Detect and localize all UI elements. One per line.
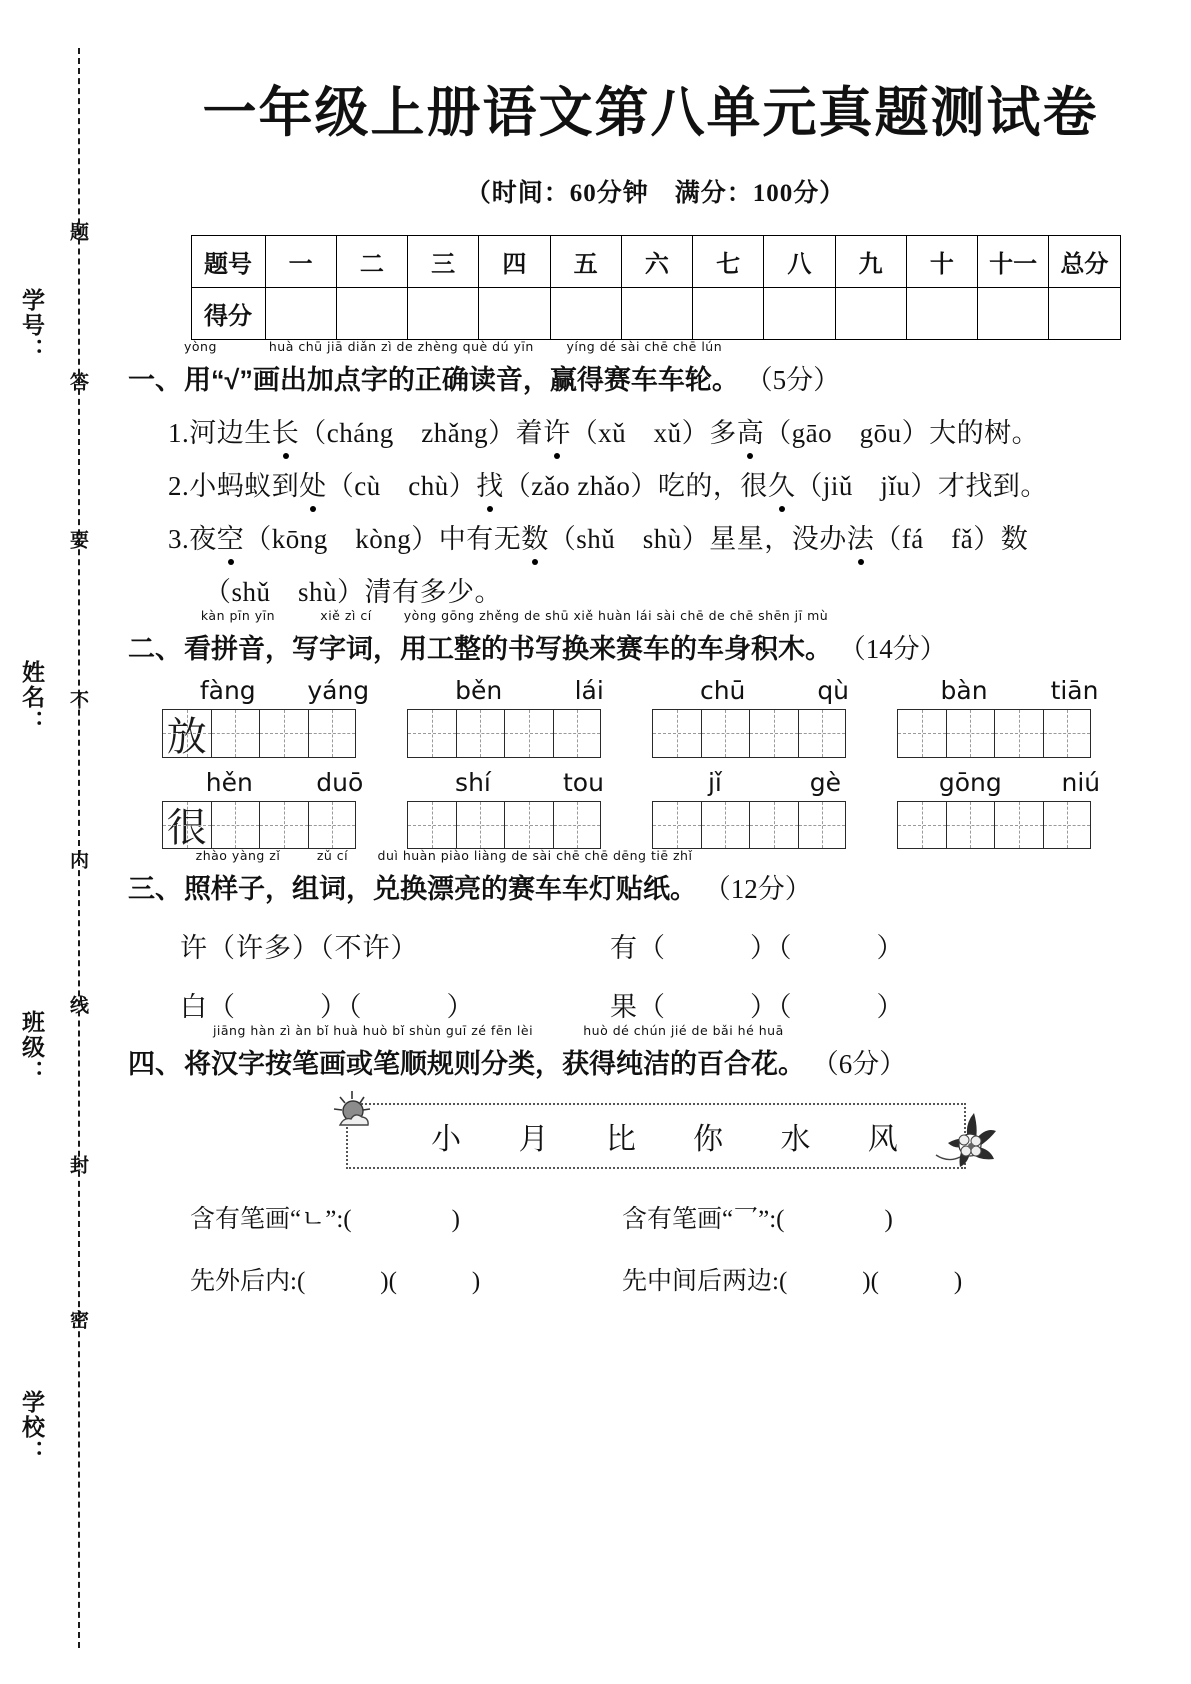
score-table-score-row — [191, 288, 1120, 340]
tianzige-boxes — [407, 801, 601, 850]
section-number-2: 二、 — [128, 634, 182, 664]
question-text: （cù chù） — [326, 471, 477, 501]
pinyin-annotation: zhào yàng zǐ — [195, 848, 281, 863]
tianzige-cell-empty[interactable] — [504, 801, 553, 850]
tianzige-cell-empty[interactable] — [897, 801, 946, 850]
pool-character: 风 — [867, 1123, 900, 1156]
tianzige-cell-empty[interactable] — [1043, 709, 1092, 758]
seal-field-school: 学校： — [19, 1390, 45, 1465]
pinyin-grid-group-1-0 — [162, 676, 407, 758]
score-input-cell-6[interactable] — [621, 288, 692, 340]
question-text: 河边生 — [189, 418, 272, 448]
section-2-title-run-0 — [184, 608, 292, 666]
tianzige-cell-empty[interactable] — [798, 801, 847, 850]
section-4-title-run-1 — [562, 1023, 805, 1081]
section-4-title-run-0 — [184, 1023, 562, 1081]
dotted-character: 法 — [847, 517, 875, 556]
word-build-row-2 — [120, 985, 1191, 1024]
score-input-cell-10[interactable] — [906, 288, 977, 340]
section-1-title-run-3 — [549, 339, 739, 397]
pinyin-annotation: yòng gōng zhěng de shū xiě huàn lái sài chē de chē shēn jī mù — [403, 608, 829, 623]
question-continuation-line[interactable]: （shǔ shù）清有多少。 — [204, 577, 503, 607]
classify-answer-item[interactable]: 先外后内:( )( ) — [190, 1268, 481, 1295]
score-table-column-3: 三 — [408, 236, 479, 288]
score-table-column-1: 一 — [265, 236, 336, 288]
section-points-1: （5分） — [738, 365, 841, 395]
tianzige-boxes — [162, 709, 356, 758]
section-1 — [120, 339, 1191, 609]
section-number-4: 四、 — [128, 1049, 182, 1079]
tianzige-cell-empty[interactable] — [652, 801, 701, 850]
word-build-row-1 — [120, 926, 1191, 965]
score-table-column-9: 九 — [835, 236, 906, 288]
section-title-text: 赢得赛车车轮。 — [549, 365, 739, 395]
score-table-column-11: 十一 — [978, 236, 1049, 288]
pinyin-syllable: jǐ — [707, 767, 722, 797]
grid-pinyin — [897, 676, 1142, 709]
score-input-cell-2[interactable] — [336, 288, 407, 340]
pinyin-grid-group-1-3 — [897, 676, 1142, 758]
tianzige-cell-empty[interactable] — [652, 709, 701, 758]
pinyin-syllable: yáng — [307, 676, 370, 705]
score-table-column-7: 七 — [693, 236, 764, 288]
tianzige-cell-empty[interactable] — [994, 709, 1043, 758]
score-table-column-12: 总分 — [1049, 236, 1120, 288]
section-title-text: 用工整的书写换来赛车的车身积木。 — [400, 634, 832, 664]
pinyin-grid-group-1-2 — [652, 676, 897, 758]
section-4 — [120, 1023, 1191, 1297]
section-2 — [120, 608, 1191, 851]
seal-word-1: 答 — [67, 372, 88, 393]
pinyin-syllable: fàng — [199, 676, 256, 705]
word-build-item[interactable]: 果（ ）（ ） — [610, 992, 905, 1022]
character-pool-container — [346, 1103, 966, 1173]
tianzige-cell-filled[interactable] — [162, 801, 211, 850]
pinyin-syllable: qù — [817, 676, 850, 705]
pool-character: 水 — [780, 1123, 813, 1156]
section-1-title-run-0 — [184, 339, 217, 397]
score-table-column-4: 四 — [479, 236, 550, 288]
grid-row-1 — [120, 676, 1191, 758]
section-2-title-run-2 — [400, 608, 832, 666]
grid-pinyin — [652, 768, 897, 801]
section-3-title-run-0 — [184, 848, 292, 906]
section-title-text: 用 — [184, 365, 211, 395]
pool-character: 小 — [431, 1123, 464, 1156]
section-title-text: 照样子， — [184, 874, 292, 904]
score-table-column-2: 二 — [336, 236, 407, 288]
pinyin-syllable: shí — [455, 767, 491, 797]
section-number-1: 一、 — [128, 365, 182, 395]
section-1-title-run-1 — [211, 365, 253, 396]
tianzige-boxes — [407, 709, 601, 758]
section-1-title-run-2 — [252, 339, 550, 397]
section-points-3: （12分） — [697, 874, 812, 904]
score-input-cell-9[interactable] — [835, 288, 906, 340]
pinyin-syllable: duō — [316, 767, 364, 797]
pinyin-grid-group-2-0 — [162, 768, 407, 850]
tianzige-cell-empty[interactable] — [211, 709, 260, 758]
score-table-label-score: 得分 — [191, 288, 265, 340]
seal-field-name: 姓名： — [19, 660, 45, 735]
question-number: 2. — [168, 471, 190, 501]
score-table-column-5: 五 — [550, 236, 621, 288]
word-build-item[interactable]: 许（许多）（不许） — [180, 933, 419, 963]
question-line-3[interactable] — [168, 517, 1191, 556]
question-text: （kōng kòng）中有无 — [244, 524, 522, 554]
tianzige-cell-empty[interactable] — [504, 709, 553, 758]
classify-answer-item[interactable]: 先中间后两边:( )( ) — [622, 1268, 963, 1295]
score-input-cell-3[interactable] — [408, 288, 479, 340]
word-build-item[interactable]: 有（ ）（ ） — [610, 933, 905, 963]
question-text: （jiǔ jǐu）才找到。 — [795, 471, 1048, 501]
question-text: （gāo gōu）大的树。 — [764, 418, 1040, 448]
section-3-title-run-1 — [292, 848, 373, 906]
classify-answer-row-1 — [120, 1199, 1191, 1235]
flower-icon — [930, 1105, 1008, 1177]
seal-field-student-number: 学号： — [19, 288, 45, 363]
pinyin-syllable: tou — [562, 767, 604, 797]
section-2-title-run-1 — [292, 608, 400, 666]
prefilled-character: 很 — [166, 805, 207, 851]
tianzige-cell-empty[interactable] — [749, 801, 798, 850]
section-title-text: 获得纯洁的百合花。 — [562, 1049, 805, 1079]
section-title-text: “√” — [211, 365, 253, 395]
page-title: 一年级上册语文第八单元真题测试卷 — [202, 83, 1099, 143]
question-text: （fá fǎ）数 — [874, 524, 1029, 554]
tianzige-cell-empty[interactable] — [897, 709, 946, 758]
tianzige-cell-empty[interactable] — [994, 801, 1043, 850]
tianzige-cell-empty[interactable] — [259, 709, 308, 758]
dotted-character: 处 — [299, 464, 327, 503]
tianzige-boxes — [652, 801, 846, 850]
score-table — [191, 235, 1121, 340]
pinyin-grid-group-2-3 — [897, 768, 1142, 850]
section-number-3: 三、 — [128, 874, 182, 904]
pinyin-syllable: tiān — [1050, 676, 1099, 705]
tianzige-cell-empty[interactable] — [946, 801, 995, 850]
question-number: 3. — [168, 524, 190, 554]
score-input-cell-8[interactable] — [764, 288, 835, 340]
section-heading-4 — [120, 1023, 1191, 1081]
pool-character: 你 — [693, 1123, 726, 1156]
question-number: 1. — [168, 418, 190, 448]
sealed-line-dashes — [78, 48, 80, 1648]
tianzige-boxes — [652, 709, 846, 758]
question-text: 小蚂蚁到 — [189, 471, 300, 501]
section-title-text: 画出加点字的正确读音， — [252, 365, 550, 395]
question-line-1[interactable] — [168, 411, 1191, 450]
tianzige-cell-empty[interactable] — [308, 709, 357, 758]
section-title-text: 兑换漂亮的赛车车灯贴纸。 — [373, 874, 697, 904]
score-table-header-row — [191, 236, 1120, 288]
pinyin-syllable: lái — [574, 676, 604, 705]
dotted-character: 长 — [272, 411, 300, 450]
dotted-character: 高 — [737, 411, 765, 450]
tianzige-cell-empty[interactable] — [259, 801, 308, 850]
seal-word-4: 内 — [67, 850, 88, 871]
question-text: （cháng zhǎng）着 — [299, 418, 544, 448]
seal-word-6: 封 — [67, 1155, 88, 1176]
section-title-text: 写字词， — [292, 634, 400, 664]
pinyin-syllable: niú — [1061, 767, 1101, 797]
pool-character: 月 — [518, 1123, 551, 1156]
pinyin-annotation: huà chū jiā diǎn zì de zhèng què dú yīn — [268, 339, 534, 354]
section-points-4: （6分） — [805, 1049, 907, 1079]
pinyin-syllable: hěn — [205, 767, 253, 797]
pinyin-annotation: xiě zì cí — [320, 608, 372, 623]
pinyin-annotation: huò dé chún jié de bǎi hé huā — [583, 1023, 784, 1038]
score-table-column-8: 八 — [764, 236, 835, 288]
pinyin-annotation: yòng — [184, 339, 217, 354]
score-input-cell-5[interactable] — [550, 288, 621, 340]
seal-word-0: 题 — [67, 222, 88, 243]
grid-pinyin — [652, 676, 897, 709]
question-text: （zǎo zhǎo）吃的，很 — [503, 471, 768, 501]
pinyin-syllable: gè — [809, 767, 842, 797]
tianzige-cell-empty[interactable] — [798, 709, 847, 758]
section-title-text: 看拼音， — [184, 634, 292, 664]
score-input-cell-1[interactable] — [265, 288, 336, 340]
sealed-line-margin — [0, 0, 120, 1684]
tianzige-cell-empty[interactable] — [553, 801, 602, 850]
section-3 — [120, 848, 1191, 1024]
question-text: 夜 — [189, 524, 217, 554]
tianzige-cell-empty[interactable] — [553, 709, 602, 758]
dotted-character: 许 — [543, 411, 571, 450]
pinyin-annotation: duì huàn piào liàng de sài chē chē dēng tiē zhǐ — [377, 848, 693, 863]
prefilled-character: 放 — [166, 713, 207, 759]
tianzige-cell-empty[interactable] — [407, 709, 456, 758]
seal-field-class: 班级： — [19, 1010, 45, 1085]
seal-word-2: 要 — [67, 530, 88, 551]
question-text: （xǔ xǔ）多 — [570, 418, 737, 448]
grid-pinyin — [407, 768, 652, 801]
pinyin-annotation: zǔ cí — [316, 848, 349, 863]
section-heading-3 — [120, 848, 1191, 906]
pinyin-syllable: bàn — [940, 676, 988, 705]
exam-subtitle: （时间：60分钟 满分：100分） — [465, 180, 846, 207]
tianzige-cell-empty[interactable] — [749, 709, 798, 758]
pinyin-grid-group-2-1 — [407, 768, 652, 850]
grid-row-2 — [120, 768, 1191, 850]
pinyin-annotation: kàn pīn yīn — [200, 608, 276, 623]
score-input-cell-7[interactable] — [693, 288, 764, 340]
sun-icon — [330, 1089, 386, 1139]
pinyin-grid-group-1-1 — [407, 676, 652, 758]
score-input-cell-12[interactable] — [1049, 288, 1120, 340]
grid-pinyin — [897, 768, 1142, 801]
section-title-text: 组词， — [292, 874, 373, 904]
classify-answer-item[interactable]: 含有笔画“ㄴ”:( ) — [190, 1206, 460, 1233]
section-title-text: 将汉字按笔画或笔顺规则分类， — [184, 1049, 562, 1079]
tianzige-boxes — [897, 801, 1091, 850]
seal-word-7: 密 — [67, 1310, 88, 1331]
dotted-character: 数 — [521, 517, 549, 556]
grid-pinyin — [407, 676, 652, 709]
section-heading-2 — [120, 608, 1191, 666]
section-3-title-run-2 — [373, 848, 697, 906]
word-build-item[interactable]: 白（ ）（ ） — [180, 992, 475, 1022]
tianzige-cell-empty[interactable] — [701, 801, 750, 850]
exam-sheet — [120, 0, 1191, 1684]
classify-answer-item[interactable]: 含有笔画“乛”:( ) — [622, 1206, 893, 1233]
score-table-column-6: 六 — [621, 236, 692, 288]
dotted-character: 找 — [476, 464, 504, 503]
tianzige-cell-empty[interactable] — [456, 709, 505, 758]
score-input-cell-11[interactable] — [978, 288, 1049, 340]
tianzige-boxes — [897, 709, 1091, 758]
score-table-label-questions: 题号 — [191, 236, 265, 288]
section-points-2: （14分） — [832, 634, 947, 664]
pool-character: 比 — [605, 1123, 638, 1156]
tianzige-boxes — [162, 801, 356, 850]
question-text: （shǔ shù）星星，没办 — [548, 524, 847, 554]
tianzige-cell-empty[interactable] — [211, 801, 260, 850]
dotted-character: 空 — [217, 517, 245, 556]
classify-answer-row-2 — [120, 1261, 1191, 1297]
pinyin-syllable: běn — [455, 676, 503, 705]
seal-word-3: 不 — [67, 690, 88, 711]
tianzige-cell-empty[interactable] — [946, 709, 995, 758]
tianzige-cell-empty[interactable] — [308, 801, 357, 850]
tianzige-cell-empty[interactable] — [407, 801, 456, 850]
tianzige-cell-empty[interactable] — [456, 801, 505, 850]
seal-word-5: 线 — [67, 995, 88, 1016]
score-table-column-10: 十 — [906, 236, 977, 288]
dotted-character: 久 — [768, 464, 796, 503]
tianzige-cell-empty[interactable] — [701, 709, 750, 758]
pinyin-syllable: gōng — [938, 767, 1002, 797]
question-line-2[interactable] — [168, 464, 1191, 503]
section-heading-1 — [120, 339, 1191, 397]
pinyin-annotation: yíng dé sài chē chē lún — [566, 339, 723, 354]
tianzige-cell-filled[interactable] — [162, 709, 211, 758]
pinyin-annotation: jiāng hàn zì àn bǐ huà huò bǐ shùn guī zé fēn lèi — [212, 1023, 534, 1038]
pinyin-grid-group-2-2 — [652, 768, 897, 850]
score-input-cell-4[interactable] — [479, 288, 550, 340]
pinyin-syllable: chū — [699, 676, 746, 705]
tianzige-cell-empty[interactable] — [1043, 801, 1092, 850]
character-pool-box — [346, 1103, 966, 1169]
